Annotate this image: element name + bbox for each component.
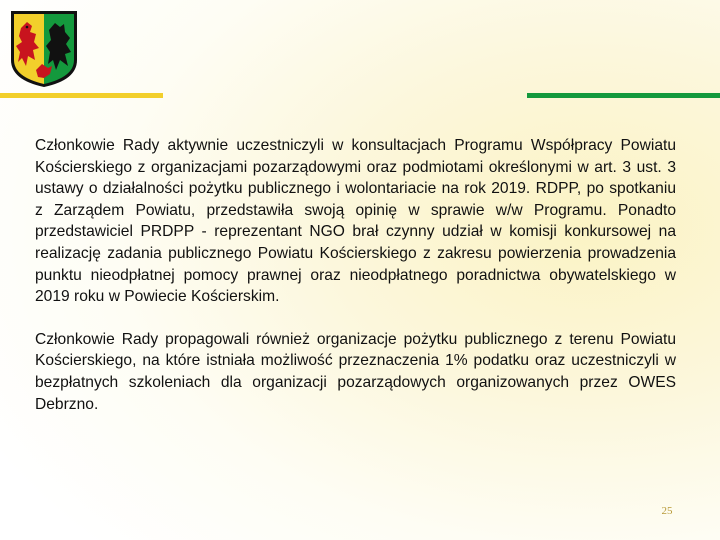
slide-body — [35, 135, 676, 415]
paragraph-consultations: Członkowie Rady aktywnie uczestniczyli w konsultacjach Programu Współpracy Powiatu Kościerskiego z organizacjami pozarządowymi oraz podmiotami określonymi w art. 3 ust. 3 ustawy o działalności pożytku publicznego i wolontariacie na rok 2019. RDPP, po spotkaniu z Zarządem Powiatu, przedstawiła swoją opinię w sprawie w/w Programu. Ponadto przedstawiciel PRDPP - reprezentant NGO brał czynny udział w komisji konkursowej na realizację zadania publicznego Powiatu Kościerskiego z zakresu powierzenia prowadzenia punktu nieodpłatnej pomocy prawnej oraz nieodpłatnego poradnictwa obywatelskiego w 2019 roku w Powiecie Kościerskim. — [35, 137, 676, 306]
paragraph-promotion: Członkowie Rady propagowali również organizacje pożytku publicznego z terenu Powiatu Kościerskiego, na które istniała możliwość przeznaczenia 1% podatku oraz uczestniczyli w bezpłatnych szkoleniach dla organizacji pozarządowych organizowanych przez OWES Debrzno. — [35, 330, 676, 413]
right-accent-bar — [527, 93, 720, 98]
left-accent-bar — [0, 93, 163, 98]
coat-of-arms-icon — [8, 8, 80, 90]
page-number: 25 — [661, 505, 673, 517]
